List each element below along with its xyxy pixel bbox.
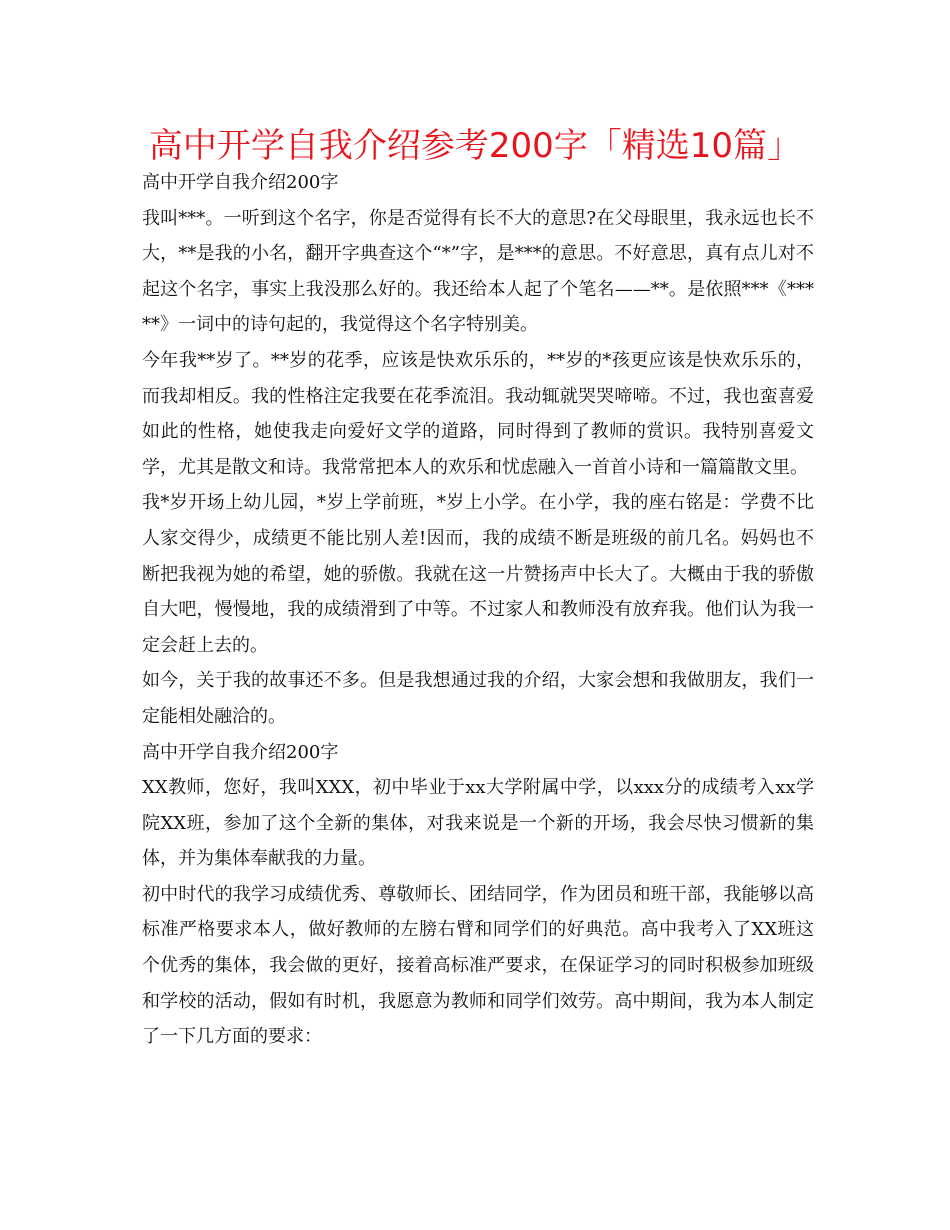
section-heading: 高中开学自我介绍200字 xyxy=(142,741,339,763)
paragraph: 我*岁开场上幼儿园，*岁上学前班，*岁上小学。在小学，我的座右铭是：学费不比人家交得少，成绩更不能比别人差!因而，我的成绩不断是班级的前几名。妈妈也不断把我视为她的希望，她的骄傲。我就在这一片赞扬声中长大了。大概由于我的骄傲自大吧，慢慢地，我的成绩滑到了中等。不过家人和教师没有放弃我。他们认为我一定会赶上去的。 xyxy=(142,492,814,656)
paragraph: 如今，关于我的故事还不多。但是我想通过我的介绍，大家会想和我做朋友，我们一定能相处融洽的。 xyxy=(142,670,814,727)
section-heading: 高中开学自我介绍200字 xyxy=(142,172,339,193)
paragraph: 今年我**岁了。**岁的花季，应该是快欢乐乐的，**岁的*孩更应该是快欢乐乐的，而我却相反。我的性格注定我要在花季流泪。我动辄就哭哭啼啼。不过，我也蛮喜爱如此的性格，她使我走向爱好文学的道路，同时得到了教师的赏识。我特别喜爱文学，尤其是散文和诗。我常常把本人的欢乐和忧虑融入一首首小诗和一篇篇散文里。 xyxy=(142,349,814,478)
paragraph: 初中时代的我学习成绩优秀、尊敬师长、团结同学，作为团员和班干部，我能够以高标准严格要求本人，做好教师的左膀右臂和同学们的好典范。高中我考入了XX班这个优秀的集体，我会做的更好，接着高标准严要求，在保证学习的同时积极参加班级和学校的活动，假如有时机，我愿意为教师和同学们效劳。高中期间，我为本人制定了一下几方面的要求： xyxy=(142,883,814,1048)
paragraph: 我叫***。一听到这个名字，你是否觉得有长不大的意思?在父母眼里，我永远也长不大，**是我的小名，翻开字典查这个“*”字，是***的意思。不好意思，真有点儿对不起这个名字，事实上我没那么好的。我还给本人起了个笔名——**。是依照***《*****》一词中的诗句起的，我觉得这个名字特别美。 xyxy=(142,207,814,336)
document-title: 高中开学自我介绍参考200字「精选10篇」 xyxy=(148,126,802,166)
document-body xyxy=(142,165,814,1055)
paragraph: XX教师，您好，我叫XXX，初中毕业于xx大学附属中学，以xxx分的成绩考入xx学院XX班，参加了这个全新的集体，对我来说是一个新的开场，我会尽快习惯新的集体，并为集体奉献我的力量。 xyxy=(142,777,814,870)
